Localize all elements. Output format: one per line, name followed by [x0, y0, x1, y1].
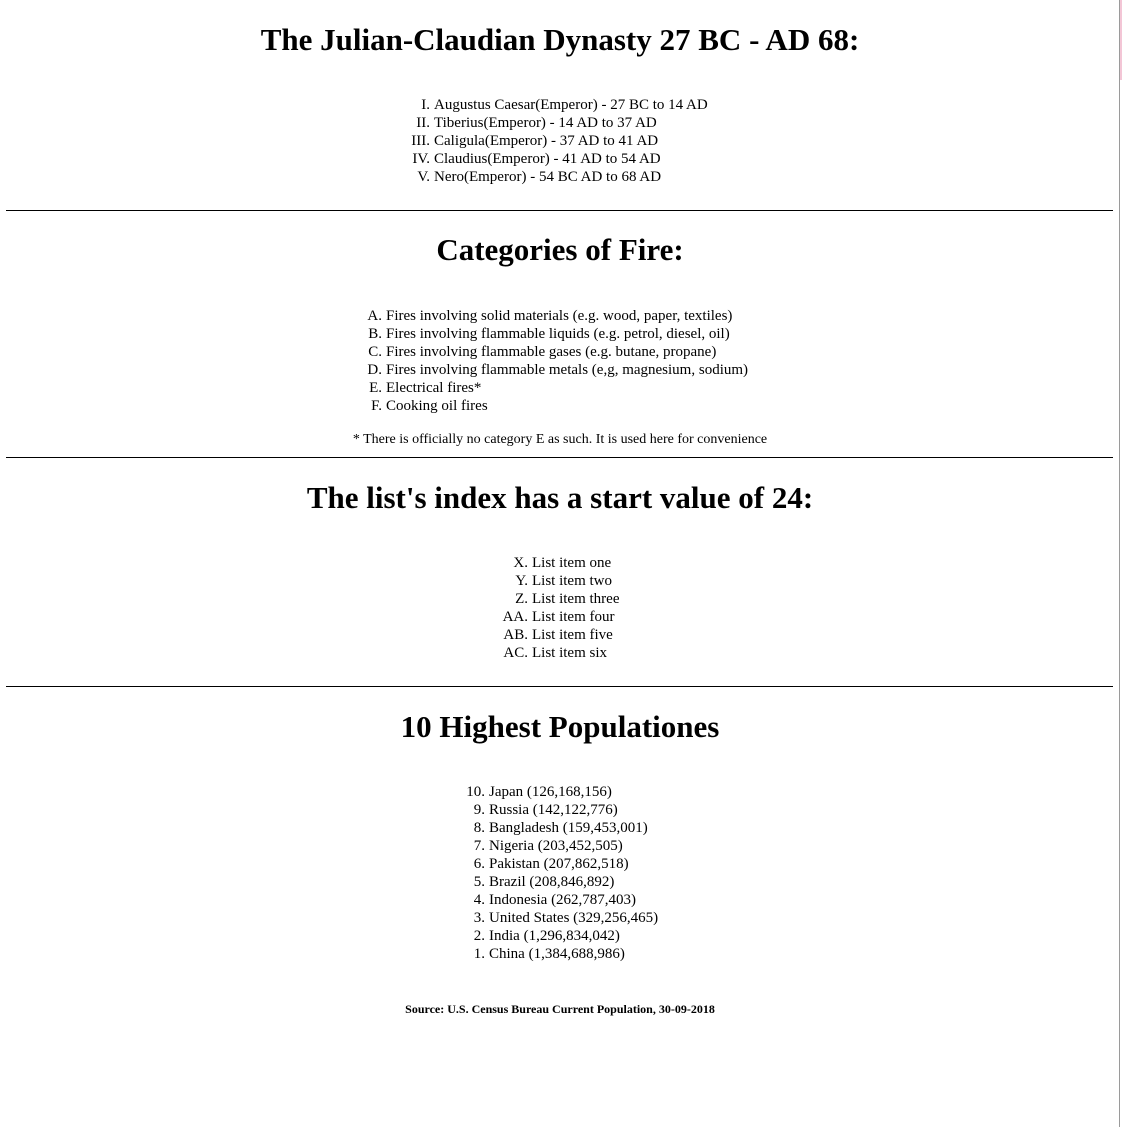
list-item-text: Brazil (208,846,892): [489, 874, 615, 890]
list-marker: A.: [367, 308, 382, 324]
list-item-text: Electrical fires*: [386, 380, 482, 396]
list-marker: III.: [411, 133, 430, 149]
list-item: [0, 909, 658, 927]
list-marker: V.: [417, 169, 430, 185]
list-item-text: United States (329,256,465): [489, 910, 659, 926]
start-value-list: [0, 554, 619, 662]
population-source: Source: U.S. Census Bureau Current Population, 30-09-2018: [405, 1002, 715, 1016]
list-item: [0, 168, 708, 186]
list-item-text: Fires involving flammable liquids (e.g. petrol, diesel, oil): [386, 326, 730, 342]
list-item-text: Nero(Emperor) - 54 BC AD to 68 AD: [434, 169, 662, 185]
list-item-text: Caligula(Emperor) - 37 AD to 41 AD: [434, 133, 659, 149]
list-item: [0, 801, 658, 819]
fire-heading: Categories of Fire:: [436, 232, 684, 267]
list-marker: 6.: [473, 856, 485, 872]
section-divider: [6, 457, 1113, 458]
list-marker: 8.: [473, 820, 485, 836]
list-item: [0, 397, 748, 415]
list-item-text: List item five: [532, 627, 613, 643]
list-marker: 5.: [473, 874, 485, 890]
list-item-text: List item two: [532, 573, 612, 589]
list-item: [0, 590, 619, 608]
list-item-text: Cooking oil fires: [386, 398, 488, 414]
list-item: [0, 626, 619, 644]
window-edge: [1119, 0, 1120, 1127]
list-item: [0, 307, 748, 325]
list-item-text: Russia (142,122,776): [489, 802, 618, 818]
list-marker: 9.: [473, 802, 485, 818]
list-item: [0, 325, 748, 343]
list-item: [0, 132, 708, 150]
list-marker: 7.: [473, 838, 485, 854]
list-item: [0, 837, 658, 855]
list-item: [0, 572, 619, 590]
list-marker: 4.: [473, 892, 485, 908]
fire-categories-list: [0, 307, 748, 415]
list-marker: I.: [421, 97, 430, 113]
list-marker: 1.: [473, 946, 485, 962]
list-marker: 3.: [473, 910, 485, 926]
list-item-text: List item six: [532, 645, 607, 661]
list-marker: C.: [368, 344, 382, 360]
list-item: [0, 927, 658, 945]
list-item: [0, 873, 658, 891]
list-item-text: Japan (126,168,156): [489, 784, 612, 800]
list-item: [0, 783, 658, 801]
list-item-text: Indonesia (262,787,403): [489, 892, 637, 908]
list-item: [0, 150, 708, 168]
list-marker: 2.: [473, 928, 485, 944]
list-item-text: Tiberius(Emperor) - 14 AD to 37 AD: [434, 115, 657, 131]
list-item: [0, 343, 748, 361]
list-item: [0, 554, 619, 572]
list-item: [0, 114, 708, 132]
list-item: [0, 855, 658, 873]
dynasty-heading: The Julian-Claudian Dynasty 27 BC - AD 68:: [260, 22, 860, 57]
list-item: [0, 891, 658, 909]
list-marker: D.: [367, 362, 382, 378]
fire-footnote: * There is officially no category E as such. It is used here for convenience: [352, 432, 768, 447]
list-item-text: Augustus Caesar(Emperor) - 27 BC to 14 AD: [434, 97, 708, 113]
list-marker: B.: [368, 326, 382, 342]
list-item: [0, 945, 658, 963]
list-marker: II.: [416, 115, 430, 131]
list-marker: AB.: [503, 627, 528, 643]
list-item-text: List item three: [532, 591, 620, 607]
list-item: [0, 361, 748, 379]
list-item-text: India (1,296,834,042): [489, 928, 620, 944]
list-marker: Y.: [515, 573, 528, 589]
list-marker: F.: [371, 398, 382, 414]
list-marker: E.: [369, 380, 382, 396]
list-item-text: Fires involving flammable metals (e,g, magnesium, sodium): [386, 362, 749, 378]
list-marker: Z.: [515, 591, 528, 607]
list-marker: AA.: [502, 609, 528, 625]
dynasty-list: [0, 96, 708, 186]
population-list: [0, 783, 658, 963]
list-item-text: List item four: [532, 609, 615, 625]
population-heading: 10 Highest Populationes: [400, 709, 720, 744]
list-marker: 10.: [466, 784, 485, 800]
list-item: [0, 96, 708, 114]
list-marker: IV.: [412, 151, 430, 167]
list-item-text: Claudius(Emperor) - 41 AD to 54 AD: [434, 151, 661, 167]
list-item-text: Fires involving solid materials (e.g. wood, paper, textiles): [386, 308, 733, 324]
list-item-text: Pakistan (207,862,518): [489, 856, 629, 872]
index-list-heading: The list's index has a start value of 24:: [306, 480, 814, 515]
section-divider: [6, 210, 1113, 211]
list-item-text: Fires involving flammable gases (e.g. butane, propane): [386, 344, 717, 360]
list-item-text: China (1,384,688,986): [489, 946, 625, 962]
list-item-text: List item one: [532, 555, 612, 571]
list-item-text: Bangladesh (159,453,001): [489, 820, 648, 836]
list-marker: AC.: [503, 645, 528, 661]
list-item: [0, 819, 658, 837]
list-marker: X.: [513, 555, 528, 571]
list-item: [0, 379, 748, 397]
list-item: [0, 644, 619, 662]
list-item-text: Nigeria (203,452,505): [489, 838, 623, 854]
list-item: [0, 608, 619, 626]
section-divider: [6, 686, 1113, 687]
